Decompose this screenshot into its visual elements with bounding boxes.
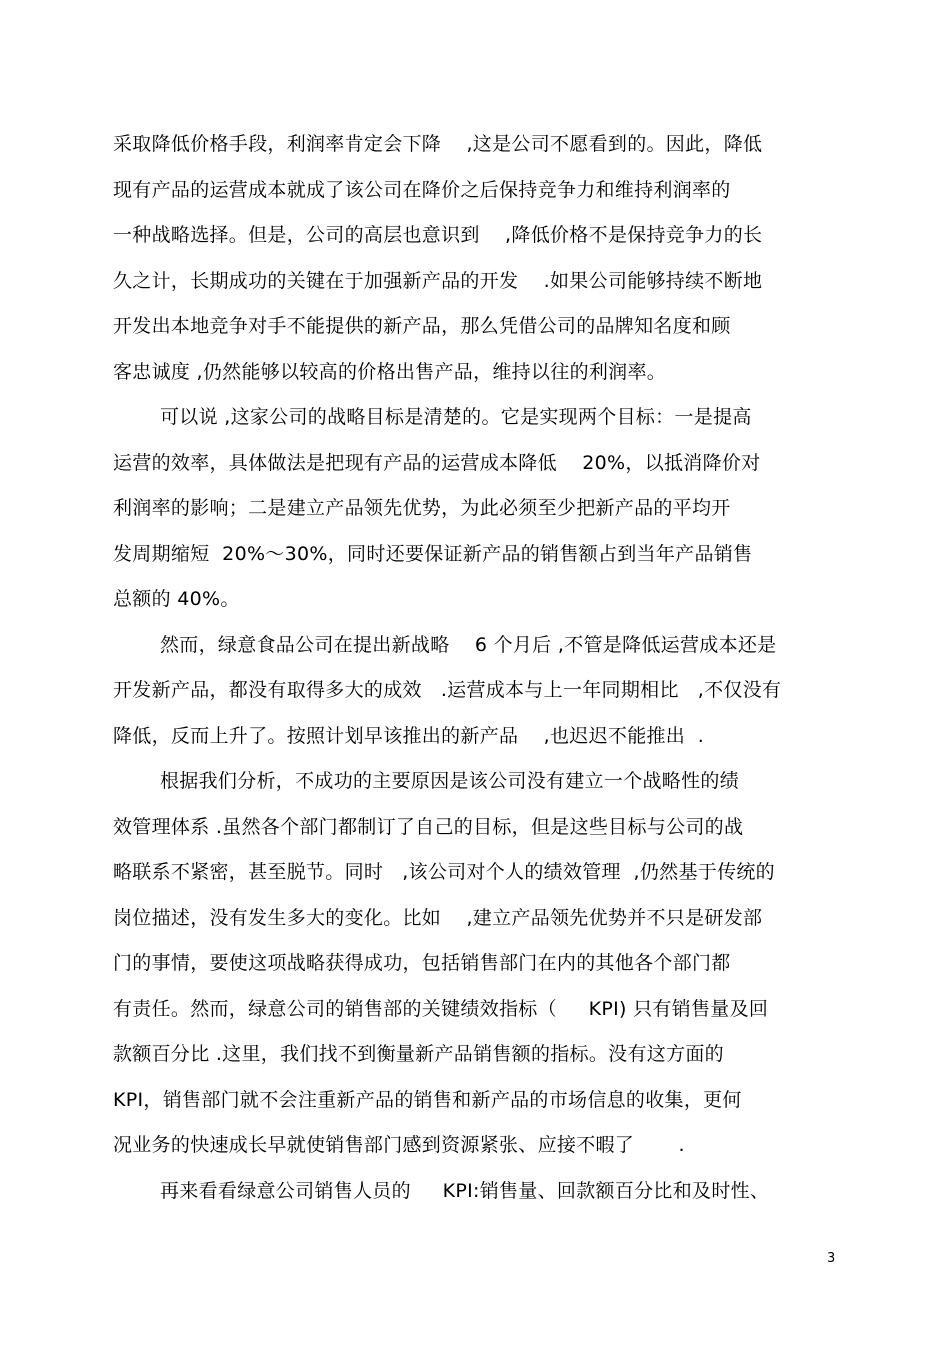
text-line: 降低，反而上升了。按照计划早该推出的新产品 ,也迟迟不能推出 . — [113, 724, 705, 747]
text-line: 有责任。然而，绿意公司的销售部的关键绩效指标（ KPI) 只有销售量及回 — [113, 997, 769, 1020]
text-line: 然而，绿意食品公司在提出新战略 6 个月后 ,不管是降低运营成本还是 — [160, 633, 777, 656]
text-line: 久之计，长期成功的关键在于加强新产品的开发 .如果公司能够持续不断地 — [113, 269, 763, 292]
page-number: 3 — [827, 1251, 836, 1266]
text-line: 现有产品的运营成本就成了该公司在降价之后保持竞争力和维持利润率的 — [113, 178, 731, 201]
body-text — [0, 122, 950, 1214]
text-line: 开发新产品，都没有取得多大的成效 .运营成本与上一年同期相比 ,不仅没有 — [113, 679, 782, 701]
text-line: 门的事情，要使这项战略获得成功，包括销售部门在内的其他各个部门都 — [113, 952, 731, 974]
text-line: 采取降低价格手段，利润率肯定会下降 ,这是公司不愿看到的。因此，降低 — [113, 133, 763, 155]
text-line: 况业务的快速成长早就使销售部门感到资源紧张、应接不暇了 . — [113, 1134, 685, 1156]
text-line: 再来看看绿意公司销售人员的 KPI:销售量、回款额百分比和及时性、 — [160, 1179, 770, 1202]
text-line: 根据我们分析，不成功的主要原因是该公司没有建立一个战略性的绩 — [160, 770, 740, 792]
text-line: 开发出本地竞争对手不能提供的新产品，那么凭借公司的品牌知名度和顾 — [113, 315, 731, 337]
text-line: 款额百分比 .这里，我们找不到衡量新产品销售额的指标。没有这方面的 — [113, 1043, 724, 1065]
text-line: 发周期缩短 20%～30%，同时还要保证新产品的销售额占到当年产品销售 — [113, 542, 753, 565]
text-line: 客忠诚度 ,仍然能够以较高的价格出售产品，维持以往的利润率。 — [113, 360, 667, 383]
text-line: 运营的效率，具体做法是把现有产品的运营成本降低 20%，以抵消降价对 — [113, 451, 761, 474]
text-line: 效管理体系 .虽然各个部门都制订了自己的目标，但是这些目标与公司的战 — [113, 815, 744, 838]
text-line: KPI，销售部门就不会注重新产品的销售和新产品的市场信息的收集，更何 — [113, 1088, 742, 1111]
text-line: 利润率的影响；二是建立产品领先优势，为此必须至少把新产品的平均开 — [113, 497, 731, 519]
text-line: 一种战略选择。但是，公司的高层也意识到 ,降低价格不是保持竞争力的长 — [113, 224, 763, 246]
text-line: 总额的 40%。 — [113, 588, 240, 610]
text-line: 可以说 ,这家公司的战略目标是清楚的。它是实现两个目标：一是提高 — [160, 406, 752, 428]
text-line: 岗位描述，没有发生多大的变化。比如 ,建立产品领先优势并不只是研发部 — [113, 906, 763, 929]
text-line: 略联系不紧密，甚至脱节。同时 ,该公司对个人的绩效管理 ,仍然基于传统的 — [113, 861, 775, 883]
